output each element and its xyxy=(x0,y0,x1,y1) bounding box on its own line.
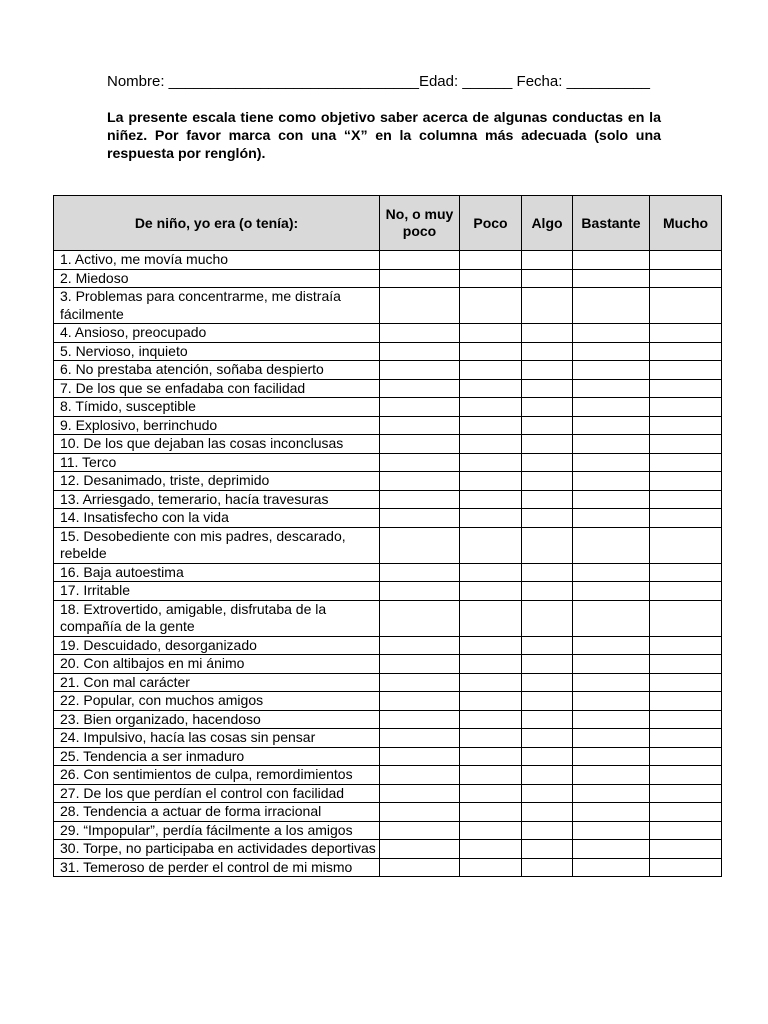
answer-cell-poco[interactable] xyxy=(460,858,522,877)
table-row xyxy=(54,821,722,840)
answer-cell-poco[interactable] xyxy=(460,766,522,785)
answer-cell-bastante[interactable] xyxy=(573,803,650,822)
table-row xyxy=(54,269,722,288)
answer-cell-mucho[interactable] xyxy=(650,563,722,582)
answer-cell-poco[interactable] xyxy=(460,251,522,270)
answer-cell-no-muy-poco[interactable] xyxy=(380,784,460,803)
answer-cell-mucho[interactable] xyxy=(650,710,722,729)
answer-cell-mucho[interactable] xyxy=(650,729,722,748)
answer-cell-algo[interactable] xyxy=(522,342,573,361)
answer-cell-poco[interactable] xyxy=(460,342,522,361)
answer-cell-poco[interactable] xyxy=(460,784,522,803)
item-label: 13. Arriesgado, temerario, hacía travesuras xyxy=(54,490,380,509)
answer-cell-poco[interactable] xyxy=(460,361,522,380)
behavior-scale-table xyxy=(53,195,722,877)
table-row xyxy=(54,840,722,859)
table-header-row xyxy=(54,196,722,251)
answer-cell-bastante[interactable] xyxy=(573,324,650,343)
answer-cell-bastante[interactable] xyxy=(573,563,650,582)
answer-cell-algo[interactable] xyxy=(522,766,573,785)
answer-cell-bastante[interactable] xyxy=(573,269,650,288)
answer-cell-algo[interactable] xyxy=(522,490,573,509)
table-body xyxy=(54,251,722,877)
answer-cell-algo[interactable] xyxy=(522,269,573,288)
answer-cell-algo[interactable] xyxy=(522,472,573,491)
answer-cell-poco[interactable] xyxy=(460,582,522,601)
table-row xyxy=(54,509,722,528)
item-label: 12. Desanimado, triste, deprimido xyxy=(54,472,380,491)
item-label: 27. De los que perdían el control con facilidad xyxy=(54,784,380,803)
answer-cell-no-muy-poco[interactable] xyxy=(380,288,460,324)
answer-cell-bastante[interactable] xyxy=(573,582,650,601)
item-label: 9. Explosivo, berrinchudo xyxy=(54,416,380,435)
answer-cell-mucho[interactable] xyxy=(650,527,722,563)
answer-cell-algo[interactable] xyxy=(522,858,573,877)
answer-cell-mucho[interactable] xyxy=(650,453,722,472)
answer-cell-mucho[interactable] xyxy=(650,840,722,859)
answer-cell-mucho[interactable] xyxy=(650,288,722,324)
answer-cell-poco[interactable] xyxy=(460,747,522,766)
item-label: 10. De los que dejaban las cosas inconclusas xyxy=(54,435,380,454)
answer-cell-bastante[interactable] xyxy=(573,416,650,435)
answer-cell-mucho[interactable] xyxy=(650,398,722,417)
answer-cell-no-muy-poco[interactable] xyxy=(380,472,460,491)
answer-cell-poco[interactable] xyxy=(460,636,522,655)
item-label: 31. Temeroso de perder el control de mi mismo xyxy=(54,858,380,877)
answer-cell-mucho[interactable] xyxy=(650,342,722,361)
item-label: 19. Descuidado, desorganizado xyxy=(54,636,380,655)
item-label: 7. De los que se enfadaba con facilidad xyxy=(54,379,380,398)
answer-cell-no-muy-poco[interactable] xyxy=(380,490,460,509)
answer-cell-poco[interactable] xyxy=(460,379,522,398)
answer-cell-bastante[interactable] xyxy=(573,600,650,636)
answer-cell-mucho[interactable] xyxy=(650,269,722,288)
item-label: 26. Con sentimientos de culpa, remordimientos xyxy=(54,766,380,785)
item-label: 17. Irritable xyxy=(54,582,380,601)
answer-cell-bastante[interactable] xyxy=(573,710,650,729)
answer-cell-poco[interactable] xyxy=(460,821,522,840)
item-label: 5. Nervioso, inquieto xyxy=(54,342,380,361)
answer-cell-algo[interactable] xyxy=(522,821,573,840)
answer-cell-mucho[interactable] xyxy=(650,673,722,692)
answer-cell-algo[interactable] xyxy=(522,582,573,601)
answer-cell-no-muy-poco[interactable] xyxy=(380,398,460,417)
table-row xyxy=(54,379,722,398)
table-row xyxy=(54,398,722,417)
answer-cell-mucho[interactable] xyxy=(650,379,722,398)
item-label: 2. Miedoso xyxy=(54,269,380,288)
answer-cell-bastante[interactable] xyxy=(573,821,650,840)
answer-cell-algo[interactable] xyxy=(522,361,573,380)
answer-cell-bastante[interactable] xyxy=(573,398,650,417)
answer-cell-no-muy-poco[interactable] xyxy=(380,582,460,601)
answer-cell-bastante[interactable] xyxy=(573,766,650,785)
answer-cell-bastante[interactable] xyxy=(573,655,650,674)
answer-cell-no-muy-poco[interactable] xyxy=(380,563,460,582)
answer-cell-bastante[interactable] xyxy=(573,453,650,472)
answer-cell-poco[interactable] xyxy=(460,710,522,729)
answer-cell-mucho[interactable] xyxy=(650,692,722,711)
answer-cell-no-muy-poco[interactable] xyxy=(380,342,460,361)
answer-cell-no-muy-poco[interactable] xyxy=(380,527,460,563)
answer-cell-no-muy-poco[interactable] xyxy=(380,453,460,472)
table-row xyxy=(54,342,722,361)
item-label: 11. Terco xyxy=(54,453,380,472)
column-header-mucho: Mucho xyxy=(650,196,722,251)
answer-cell-mucho[interactable] xyxy=(650,655,722,674)
answer-cell-mucho[interactable] xyxy=(650,582,722,601)
answer-cell-algo[interactable] xyxy=(522,509,573,528)
table-row xyxy=(54,747,722,766)
answer-cell-poco[interactable] xyxy=(460,600,522,636)
answer-cell-mucho[interactable] xyxy=(650,803,722,822)
answer-cell-poco[interactable] xyxy=(460,453,522,472)
answer-cell-bastante[interactable] xyxy=(573,692,650,711)
answer-cell-bastante[interactable] xyxy=(573,379,650,398)
answer-cell-algo[interactable] xyxy=(522,251,573,270)
answer-cell-mucho[interactable] xyxy=(650,821,722,840)
answer-cell-poco[interactable] xyxy=(460,324,522,343)
item-label: 28. Tendencia a actuar de forma irracional xyxy=(54,803,380,822)
answer-cell-poco[interactable] xyxy=(460,563,522,582)
column-header-item: De niño, yo era (o tenía): xyxy=(54,196,380,251)
instructions-paragraph: La presente escala tiene como objetivo saber acerca de algunas conductas en la niñez. Por favor marca con una “X” en la columna más adecuada (solo una respuesta por renglón). xyxy=(107,110,661,162)
answer-cell-mucho[interactable] xyxy=(650,858,722,877)
item-label: 1. Activo, me movía mucho xyxy=(54,251,380,270)
answer-cell-mucho[interactable] xyxy=(650,416,722,435)
answer-cell-no-muy-poco[interactable] xyxy=(380,379,460,398)
answer-cell-no-muy-poco[interactable] xyxy=(380,324,460,343)
answer-cell-algo[interactable] xyxy=(522,636,573,655)
answer-cell-algo[interactable] xyxy=(522,398,573,417)
answer-cell-bastante[interactable] xyxy=(573,636,650,655)
answer-cell-bastante[interactable] xyxy=(573,509,650,528)
table-row xyxy=(54,636,722,655)
answer-cell-poco[interactable] xyxy=(460,673,522,692)
table-row xyxy=(54,582,722,601)
answer-cell-algo[interactable] xyxy=(522,324,573,343)
table-row xyxy=(54,251,722,270)
table-row xyxy=(54,416,722,435)
answer-cell-algo[interactable] xyxy=(522,729,573,748)
answer-cell-mucho[interactable] xyxy=(650,636,722,655)
table-row xyxy=(54,472,722,491)
answer-cell-no-muy-poco[interactable] xyxy=(380,858,460,877)
answer-cell-no-muy-poco[interactable] xyxy=(380,435,460,454)
item-label: 4. Ansioso, preocupado xyxy=(54,324,380,343)
answer-cell-bastante[interactable] xyxy=(573,747,650,766)
table-row xyxy=(54,692,722,711)
answer-cell-bastante[interactable] xyxy=(573,361,650,380)
answer-cell-no-muy-poco[interactable] xyxy=(380,600,460,636)
answer-cell-algo[interactable] xyxy=(522,435,573,454)
answer-cell-algo[interactable] xyxy=(522,563,573,582)
answer-cell-no-muy-poco[interactable] xyxy=(380,710,460,729)
answer-cell-poco[interactable] xyxy=(460,527,522,563)
answer-cell-bastante[interactable] xyxy=(573,251,650,270)
column-header-bastante: Bastante xyxy=(573,196,650,251)
table-row xyxy=(54,563,722,582)
answer-cell-algo[interactable] xyxy=(522,840,573,859)
table-row xyxy=(54,766,722,785)
table-row xyxy=(54,527,722,563)
answer-cell-no-muy-poco[interactable] xyxy=(380,636,460,655)
table-row xyxy=(54,288,722,324)
table-row xyxy=(54,710,722,729)
answer-cell-algo[interactable] xyxy=(522,655,573,674)
answer-cell-algo[interactable] xyxy=(522,379,573,398)
answer-cell-bastante[interactable] xyxy=(573,435,650,454)
answer-cell-no-muy-poco[interactable] xyxy=(380,509,460,528)
answer-cell-bastante[interactable] xyxy=(573,490,650,509)
table-row xyxy=(54,435,722,454)
answer-cell-algo[interactable] xyxy=(522,710,573,729)
table-row xyxy=(54,858,722,877)
table-row xyxy=(54,453,722,472)
item-label: 15. Desobediente con mis padres, descarado, rebelde xyxy=(54,527,380,563)
table-row xyxy=(54,361,722,380)
answer-cell-mucho[interactable] xyxy=(650,784,722,803)
column-header-algo: Algo xyxy=(522,196,573,251)
answer-cell-bastante[interactable] xyxy=(573,342,650,361)
answer-cell-algo[interactable] xyxy=(522,453,573,472)
item-label: 22. Popular, con muchos amigos xyxy=(54,692,380,711)
answer-cell-poco[interactable] xyxy=(460,490,522,509)
item-label: 29. “Impopular”, perdía fácilmente a los amigos xyxy=(54,821,380,840)
answer-cell-algo[interactable] xyxy=(522,600,573,636)
answer-cell-bastante[interactable] xyxy=(573,840,650,859)
answer-cell-no-muy-poco[interactable] xyxy=(380,251,460,270)
item-label: 3. Problemas para concentrarme, me distraía fácilmente xyxy=(54,288,380,324)
answer-cell-poco[interactable] xyxy=(460,509,522,528)
answer-cell-no-muy-poco[interactable] xyxy=(380,416,460,435)
item-label: 18. Extrovertido, amigable, disfrutaba de la compañía de la gente xyxy=(54,600,380,636)
answer-cell-no-muy-poco[interactable] xyxy=(380,673,460,692)
answer-cell-algo[interactable] xyxy=(522,527,573,563)
answer-cell-mucho[interactable] xyxy=(650,747,722,766)
answer-cell-poco[interactable] xyxy=(460,692,522,711)
answer-cell-no-muy-poco[interactable] xyxy=(380,803,460,822)
answer-cell-bastante[interactable] xyxy=(573,784,650,803)
answer-cell-no-muy-poco[interactable] xyxy=(380,766,460,785)
item-label: 8. Tímido, susceptible xyxy=(54,398,380,417)
item-label: 24. Impulsivo, hacía las cosas sin pensar xyxy=(54,729,380,748)
column-header-no-muy-poco: No, o muy poco xyxy=(380,196,460,251)
answer-cell-mucho[interactable] xyxy=(650,472,722,491)
answer-cell-poco[interactable] xyxy=(460,416,522,435)
item-label: 14. Insatisfecho con la vida xyxy=(54,509,380,528)
item-label: 6. No prestaba atención, soñaba despierto xyxy=(54,361,380,380)
item-label: 21. Con mal carácter xyxy=(54,673,380,692)
answer-cell-bastante[interactable] xyxy=(573,729,650,748)
answer-cell-mucho[interactable] xyxy=(650,509,722,528)
table-row xyxy=(54,803,722,822)
answer-cell-bastante[interactable] xyxy=(573,527,650,563)
answer-cell-algo[interactable] xyxy=(522,692,573,711)
table-row xyxy=(54,655,722,674)
table-row xyxy=(54,784,722,803)
answer-cell-bastante[interactable] xyxy=(573,472,650,491)
answer-cell-no-muy-poco[interactable] xyxy=(380,729,460,748)
answer-cell-poco[interactable] xyxy=(460,435,522,454)
answer-cell-mucho[interactable] xyxy=(650,435,722,454)
answer-cell-bastante[interactable] xyxy=(573,858,650,877)
answer-cell-poco[interactable] xyxy=(460,729,522,748)
answer-cell-no-muy-poco[interactable] xyxy=(380,840,460,859)
answer-cell-algo[interactable] xyxy=(522,747,573,766)
answer-cell-bastante[interactable] xyxy=(573,673,650,692)
respondent-info-line: Nombre: ______________________________Edad: ______ Fecha: __________ xyxy=(107,73,650,90)
answer-cell-poco[interactable] xyxy=(460,269,522,288)
answer-cell-mucho[interactable] xyxy=(650,766,722,785)
item-label: 20. Con altibajos en mi ánimo xyxy=(54,655,380,674)
answer-cell-algo[interactable] xyxy=(522,416,573,435)
answer-cell-mucho[interactable] xyxy=(650,600,722,636)
answer-cell-no-muy-poco[interactable] xyxy=(380,269,460,288)
table-row xyxy=(54,729,722,748)
answer-cell-no-muy-poco[interactable] xyxy=(380,747,460,766)
answer-cell-no-muy-poco[interactable] xyxy=(380,821,460,840)
answer-cell-no-muy-poco[interactable] xyxy=(380,692,460,711)
table-row xyxy=(54,490,722,509)
item-label: 23. Bien organizado, hacendoso xyxy=(54,710,380,729)
answer-cell-poco[interactable] xyxy=(460,398,522,417)
item-label: 16. Baja autoestima xyxy=(54,563,380,582)
answer-cell-poco[interactable] xyxy=(460,472,522,491)
item-label: 30. Torpe, no participaba en actividades deportivas xyxy=(54,840,380,859)
answer-cell-algo[interactable] xyxy=(522,288,573,324)
answer-cell-algo[interactable] xyxy=(522,673,573,692)
answer-cell-no-muy-poco[interactable] xyxy=(380,361,460,380)
answer-cell-poco[interactable] xyxy=(460,803,522,822)
answer-cell-algo[interactable] xyxy=(522,803,573,822)
answer-cell-mucho[interactable] xyxy=(650,324,722,343)
answer-cell-poco[interactable] xyxy=(460,655,522,674)
table-row xyxy=(54,324,722,343)
answer-cell-mucho[interactable] xyxy=(650,361,722,380)
table-row xyxy=(54,673,722,692)
table-row xyxy=(54,600,722,636)
item-label: 25. Tendencia a ser inmaduro xyxy=(54,747,380,766)
answer-cell-poco[interactable] xyxy=(460,840,522,859)
column-header-poco: Poco xyxy=(460,196,522,251)
answer-cell-mucho[interactable] xyxy=(650,490,722,509)
answer-cell-no-muy-poco[interactable] xyxy=(380,655,460,674)
answer-cell-mucho[interactable] xyxy=(650,251,722,270)
answer-cell-poco[interactable] xyxy=(460,288,522,324)
answer-cell-algo[interactable] xyxy=(522,784,573,803)
answer-cell-bastante[interactable] xyxy=(573,288,650,324)
